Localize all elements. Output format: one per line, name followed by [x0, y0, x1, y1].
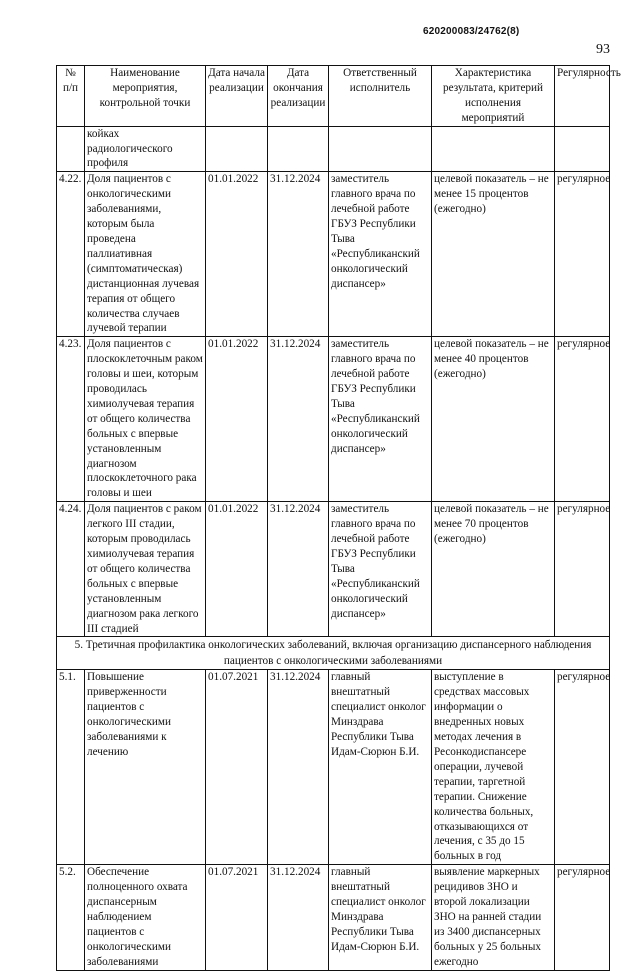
cell-name: Доля пациентов с раком легкого III стадии, которым проводилась химиолучевая терапия от общего количества больных с впервые установленным диагнозом рака легкого III стадией — [85, 502, 206, 637]
table-row — [57, 865, 610, 970]
col-header-number: № п/п — [57, 66, 85, 127]
cell-start-date — [206, 126, 268, 172]
document-id: 620200083/24762(8) — [423, 26, 520, 37]
cell-name: Обеспечение полноценного охвата диспансерным наблюдением пациентов с онкологическими заболеваниями — [85, 865, 206, 970]
cell-end-date: 31.12.2024 — [268, 670, 329, 865]
col-header-start-date: Дата начала реализации — [206, 66, 268, 127]
cell-end-date — [268, 126, 329, 172]
table-row — [57, 172, 610, 337]
cell-number: 5.2. — [57, 865, 85, 970]
table-row — [57, 337, 610, 502]
cell-executor: заместитель главного врача по лечебной работе ГБУЗ Республики Тыва «Республиканский онкологический диспансер» — [329, 337, 432, 502]
cell-start-date: 01.01.2022 — [206, 172, 268, 337]
col-header-executor: Ответственный исполнитель — [329, 66, 432, 127]
cell-start-date: 01.07.2021 — [206, 865, 268, 970]
cell-name: Доля пациентов с онкологическими заболеваниями, которым была проведена паллиативная (симптоматическая) дистанционная лучевая терапия от общего количества случаев лучевой терапии — [85, 172, 206, 337]
cell-regularity: регулярное — [555, 502, 610, 637]
cell-name: Повышение приверженности пациентов с онкологическими заболеваниями к лечению — [85, 670, 206, 865]
cell-result: выявление маркерных рецидивов ЗНО и второй локализации ЗНО на ранней стадии из 3400 диспансерных больных у 25 больных ежегодно — [432, 865, 555, 970]
cell-executor — [329, 126, 432, 172]
cell-name: Доля пациентов с плоскоклеточным раком головы и шеи, которым проводилась химиолучевая терапия от общего количества больных с впервые установленным диагнозом плоскоклеточного рака головы и шеи — [85, 337, 206, 502]
cell-end-date: 31.12.2024 — [268, 172, 329, 337]
table-header-row — [57, 66, 610, 127]
table-row — [57, 670, 610, 865]
cell-regularity: регулярное — [555, 337, 610, 502]
cell-executor: главный внештатный специалист онколог Минздрава Республики Тыва Идам-Сюрюн Б.И. — [329, 865, 432, 970]
cell-regularity: регулярное — [555, 865, 610, 970]
cell-start-date: 01.01.2022 — [206, 502, 268, 637]
cell-end-date: 31.12.2024 — [268, 865, 329, 970]
cell-result: целевой показатель – не менее 15 процентов (ежегодно) — [432, 172, 555, 337]
cell-name: койках радиологического профиля — [85, 126, 206, 172]
cell-number: 4.22. — [57, 172, 85, 337]
cell-start-date: 01.01.2022 — [206, 337, 268, 502]
cell-result: целевой показатель – не менее 70 процентов (ежегодно) — [432, 502, 555, 637]
cell-end-date: 31.12.2024 — [268, 502, 329, 637]
cell-result — [432, 126, 555, 172]
col-header-name: Наименование мероприятия, контрольной точки — [85, 66, 206, 127]
cell-number: 4.23. — [57, 337, 85, 502]
cell-number — [57, 126, 85, 172]
cell-end-date: 31.12.2024 — [268, 337, 329, 502]
table-row — [57, 502, 610, 637]
cell-regularity: регулярное — [555, 670, 610, 865]
section-title: 5. Третичная профилактика онкологических заболеваний, включая организацию диспансерного наблюдения пациентов с онкологическими заболеваниями — [57, 637, 610, 670]
section-row — [57, 637, 610, 670]
cell-result: целевой показатель – не менее 40 процентов (ежегодно) — [432, 337, 555, 502]
page-number: 93 — [596, 42, 610, 57]
action-plan-table — [56, 65, 621, 971]
cell-number: 5.1. — [57, 670, 85, 865]
cell-start-date: 01.07.2021 — [206, 670, 268, 865]
col-header-end-date: Дата окончания реализации — [268, 66, 329, 127]
col-header-result: Характеристика результата, критерий исполнения мероприятий — [432, 66, 555, 127]
cell-executor: главный внештатный специалист онколог Минздрава Республики Тыва Идам-Сюрюн Б.И. — [329, 670, 432, 865]
table-row — [57, 126, 610, 172]
col-header-regularity: Регулярность — [555, 66, 610, 127]
cell-executor: заместитель главного врача по лечебной работе ГБУЗ Республики Тыва «Республиканский онкологический диспансер» — [329, 502, 432, 637]
cell-executor: заместитель главного врача по лечебной работе ГБУЗ Республики Тыва «Республиканский онкологический диспансер» — [329, 172, 432, 337]
cell-regularity: регулярное — [555, 172, 610, 337]
cell-number: 4.24. — [57, 502, 85, 637]
cell-regularity — [555, 126, 610, 172]
cell-result: выступление в средствах массовых информации о внедренных новых методах лечения в Ресонкодиспансере операции, лучевой терапии, таргетной терапии. Снижение количества больных, отказывающихся от лечения, с 35 до 15 больных в год — [432, 670, 555, 865]
